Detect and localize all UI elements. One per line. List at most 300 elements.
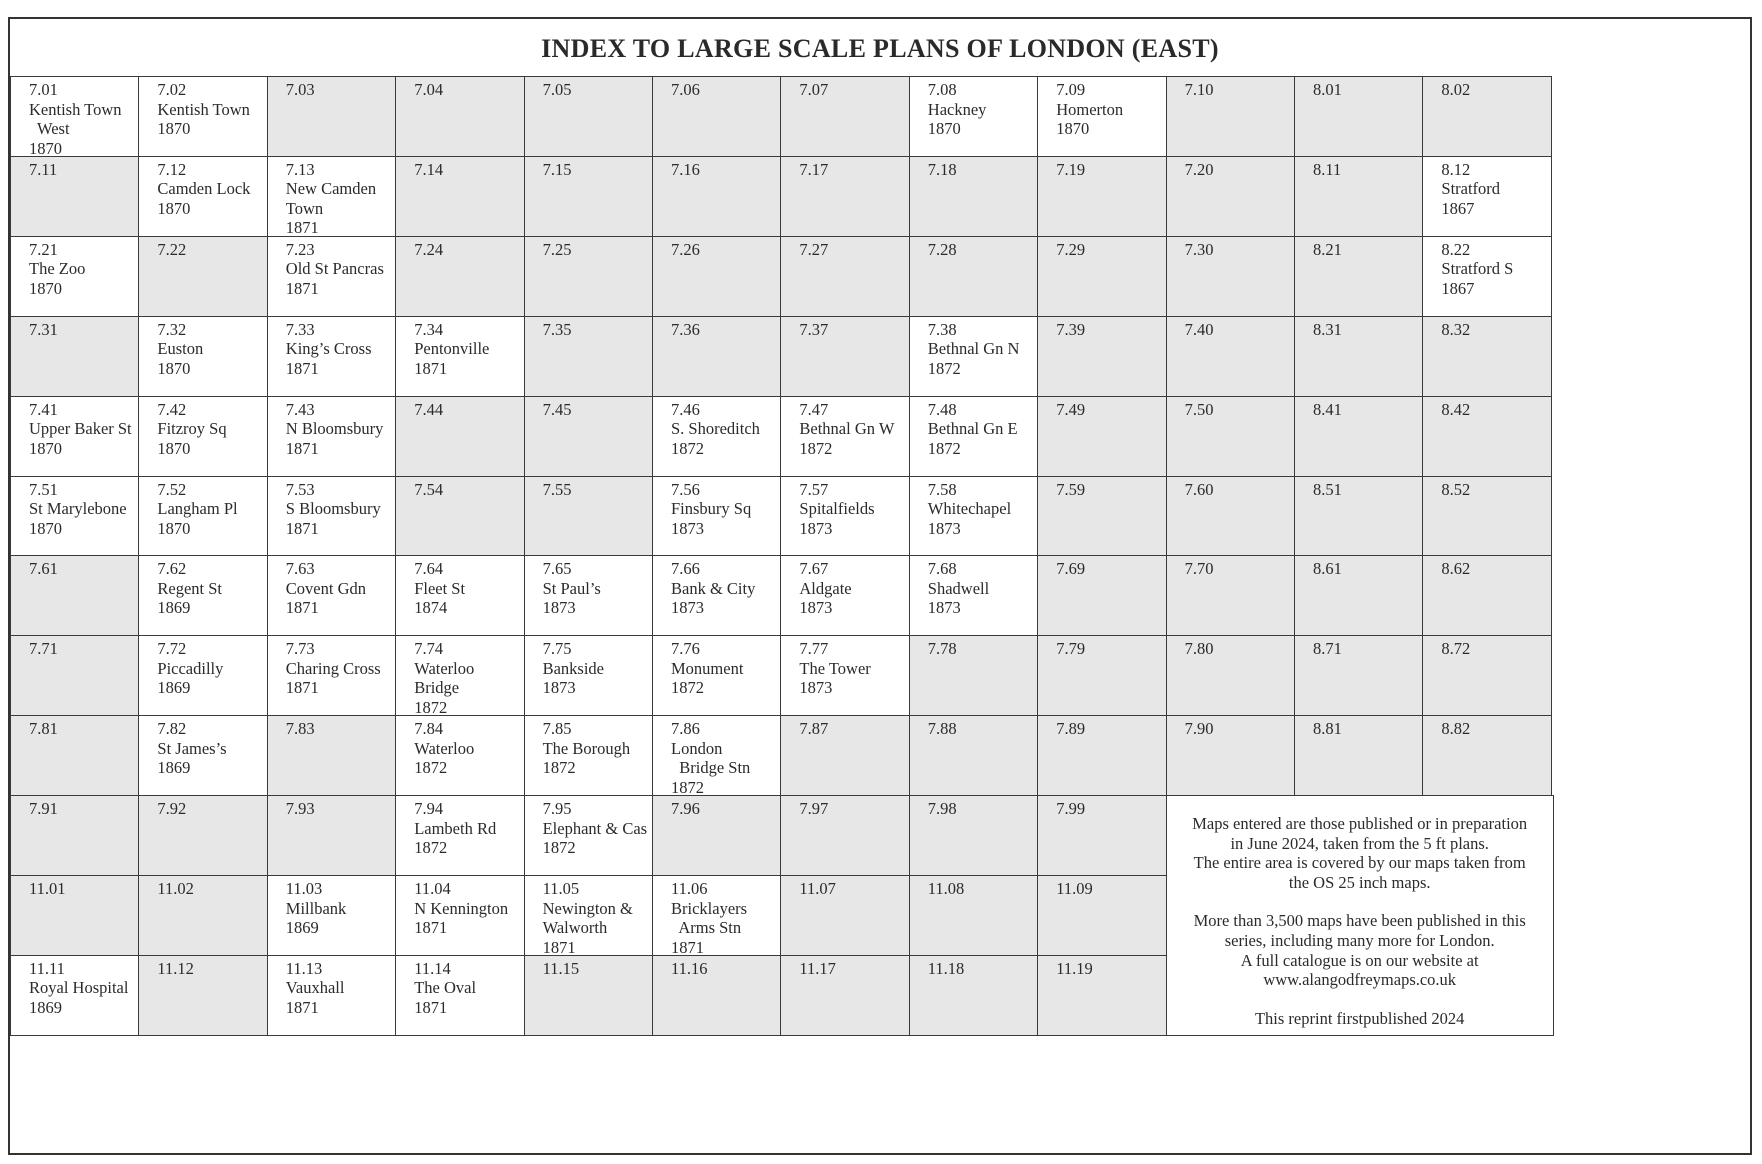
map-sheet-cell[interactable] xyxy=(780,76,910,157)
map-sheet-cell[interactable] xyxy=(10,955,140,1036)
map-sheet-cell[interactable] xyxy=(652,396,782,477)
sheet-year: 1871 xyxy=(414,997,448,1017)
map-sheet-cell[interactable] xyxy=(524,476,654,557)
sheet-year: 1872 xyxy=(671,438,704,458)
map-sheet-cell[interactable] xyxy=(138,476,268,557)
sheet-year: 1873 xyxy=(542,678,576,698)
sheet-number: 7.45 xyxy=(542,399,572,419)
sheet-number: 7.58 xyxy=(927,479,957,499)
sheet-number: 7.54 xyxy=(414,479,444,499)
sheet-number: 7.81 xyxy=(29,719,58,739)
map-sheet-cell[interactable] xyxy=(267,635,397,716)
sheet-place-name: Bankside xyxy=(542,658,605,678)
sheet-year: 1872 xyxy=(927,438,961,458)
map-sheet-cell[interactable] xyxy=(138,875,268,956)
map-sheet-cell[interactable] xyxy=(395,875,525,956)
sheet-number: 8.12 xyxy=(1441,159,1471,179)
sheet-place-name: Whitechapel xyxy=(927,499,1012,518)
sheet-number: 7.29 xyxy=(1056,239,1086,259)
sheet-number: 7.20 xyxy=(1184,159,1214,179)
map-sheet-cell[interactable] xyxy=(1037,76,1167,157)
sheet-year: 1870 xyxy=(927,119,961,138)
sheet-number: 8.41 xyxy=(1313,399,1342,419)
map-sheet-cell[interactable] xyxy=(1166,635,1296,716)
sheet-place-name: Fleet St xyxy=(414,578,466,598)
sheet-number: 7.36 xyxy=(671,319,700,339)
sheet-number: 7.73 xyxy=(285,639,315,659)
sheet-number: 7.19 xyxy=(1056,159,1086,179)
sheet-year: 1872 xyxy=(414,758,448,778)
map-sheet-cell[interactable] xyxy=(267,476,397,557)
map-sheet-cell[interactable] xyxy=(395,555,525,636)
sheet-year: 1871 xyxy=(285,997,319,1017)
map-sheet-cell[interactable] xyxy=(1422,715,1552,796)
sheet-number: 7.65 xyxy=(542,559,572,579)
sheet-place-name: Charing Cross xyxy=(285,658,381,678)
map-sheet-cell[interactable] xyxy=(780,476,910,557)
map-sheet-cell[interactable] xyxy=(1422,76,1552,157)
map-sheet-cell[interactable] xyxy=(138,236,268,317)
map-sheet-cell[interactable] xyxy=(395,635,525,716)
sheet-year: 1872 xyxy=(542,838,576,858)
map-sheet-cell[interactable] xyxy=(267,715,397,796)
map-sheet-cell[interactable] xyxy=(524,955,654,1036)
map-sheet-cell[interactable] xyxy=(395,76,525,157)
map-sheet-cell[interactable] xyxy=(1166,555,1296,636)
sheet-year: 1870 xyxy=(1056,119,1090,138)
sheet-number: 7.08 xyxy=(927,80,957,99)
sheet-place-name: The Oval xyxy=(414,978,477,998)
sheet-place-name: Langham Pl xyxy=(157,499,238,518)
sheet-year: 1871 xyxy=(285,218,319,237)
sheet-place-name: St James’s xyxy=(157,738,227,758)
sheet-number: 8.61 xyxy=(1313,559,1342,579)
sheet-year: 1872 xyxy=(927,358,961,378)
map-sheet-cell[interactable] xyxy=(1294,476,1424,557)
map-sheet-cell[interactable] xyxy=(1037,476,1167,557)
map-sheet-cell[interactable] xyxy=(1037,396,1167,477)
sheet-year: 1871 xyxy=(285,358,319,378)
sheet-number: 7.47 xyxy=(799,399,829,419)
sheet-number: 8.31 xyxy=(1313,319,1342,339)
sheet-year: 1871 xyxy=(285,518,319,538)
sheet-year: 1873 xyxy=(799,678,833,698)
sheet-number: 7.89 xyxy=(1056,719,1086,739)
map-sheet-cell[interactable] xyxy=(652,476,782,557)
sheet-year: 1870 xyxy=(157,438,191,458)
sheet-year: 1872 xyxy=(671,678,704,698)
map-sheet-cell[interactable] xyxy=(1166,316,1296,397)
notes-paragraph-1: Maps entered are those published or in preparation in June 2024, taken from the 5 ft plans. The entire area is covered by our maps taken from the OS 25 inch maps. xyxy=(1192,814,1528,892)
sheet-number: 7.95 xyxy=(542,799,572,819)
map-sheet-cell[interactable] xyxy=(138,715,268,796)
index-sheet xyxy=(8,17,1752,1155)
map-sheet-cell[interactable] xyxy=(267,955,397,1036)
sheet-number: 11.06 xyxy=(671,879,708,898)
sheet-number: 8.62 xyxy=(1441,559,1471,579)
sheet-year: 1867 xyxy=(1441,198,1475,218)
sheet-number: 7.32 xyxy=(157,319,187,339)
sheet-place-name: Waterloo xyxy=(414,658,475,678)
map-sheet-cell[interactable] xyxy=(780,955,910,1036)
sheet-number: 7.69 xyxy=(1056,559,1086,579)
sheet-number: 7.07 xyxy=(799,80,829,99)
sheet-place-name: S Bloomsbury xyxy=(285,499,381,518)
map-sheet-cell[interactable] xyxy=(1294,715,1424,796)
map-sheet-cell[interactable] xyxy=(1422,396,1552,477)
map-sheet-cell[interactable] xyxy=(1166,236,1296,317)
sheet-place-name: Newington & xyxy=(542,898,633,918)
map-sheet-cell[interactable] xyxy=(652,316,782,397)
map-sheet-cell[interactable] xyxy=(10,236,140,317)
sheet-number: 8.51 xyxy=(1313,479,1342,499)
map-sheet-cell[interactable] xyxy=(10,76,140,157)
sheet-number: 7.53 xyxy=(285,479,315,499)
sheet-year: 1873 xyxy=(927,598,961,618)
map-sheet-cell[interactable] xyxy=(395,476,525,557)
sheet-place-name: Fitzroy Sq xyxy=(157,419,227,439)
sheet-number: 7.44 xyxy=(414,399,444,419)
sheet-number: 7.01 xyxy=(29,80,58,99)
sheet-number: 7.33 xyxy=(285,319,315,339)
map-sheet-cell[interactable] xyxy=(1294,236,1424,317)
map-sheet-cell[interactable] xyxy=(524,635,654,716)
sheet-number: 7.67 xyxy=(799,559,829,579)
sheet-year: 1870 xyxy=(157,358,191,378)
sheet-number: 8.32 xyxy=(1441,319,1471,339)
map-sheet-cell[interactable] xyxy=(138,635,268,716)
sheet-number: 7.98 xyxy=(927,799,957,819)
map-sheet-cell[interactable] xyxy=(10,715,140,796)
sheet-place-name: The Borough xyxy=(542,738,631,758)
map-sheet-cell[interactable] xyxy=(395,396,525,477)
map-sheet-cell[interactable] xyxy=(1037,795,1167,876)
sheet-number: 11.14 xyxy=(414,958,451,978)
map-sheet-cell[interactable] xyxy=(138,316,268,397)
sheet-number: 7.93 xyxy=(285,799,315,819)
map-sheet-cell[interactable] xyxy=(780,795,910,876)
sheet-number: 8.11 xyxy=(1313,159,1342,179)
map-sheet-cell[interactable] xyxy=(10,875,140,956)
sheet-place-name: Bethnal Gn W xyxy=(799,419,895,439)
map-sheet-cell[interactable] xyxy=(652,955,782,1036)
sheet-number: 11.15 xyxy=(542,958,580,978)
sheet-number: 7.71 xyxy=(29,639,58,659)
sheet-number: 7.52 xyxy=(157,479,187,499)
sheet-number: 8.72 xyxy=(1441,639,1471,659)
map-sheet-cell[interactable] xyxy=(1294,76,1424,157)
sheet-number: 7.92 xyxy=(157,799,187,819)
sheet-place-name: Monument xyxy=(671,658,744,678)
sheet-number: 11.16 xyxy=(671,958,708,978)
website-link[interactable]: www.alangodfreymaps.co.uk xyxy=(1263,970,1457,990)
map-sheet-cell[interactable] xyxy=(780,396,910,477)
map-sheet-cell[interactable] xyxy=(524,236,654,317)
map-sheet-cell[interactable] xyxy=(138,955,268,1036)
map-sheet-cell[interactable] xyxy=(138,555,268,636)
map-sheet-cell[interactable] xyxy=(395,715,525,796)
map-sheet-cell[interactable] xyxy=(524,76,654,157)
map-sheet-cell[interactable] xyxy=(138,396,268,477)
map-sheet-cell[interactable] xyxy=(1422,236,1552,317)
notes-paragraph-3: This reprint firstpublished 2024 xyxy=(1254,1008,1465,1028)
map-sheet-cell[interactable] xyxy=(1422,316,1552,397)
map-sheet-cell[interactable] xyxy=(1037,236,1167,317)
map-sheet-cell[interactable] xyxy=(10,156,140,237)
sheet-number: 7.99 xyxy=(1056,799,1086,819)
map-sheet-cell[interactable] xyxy=(909,635,1039,716)
sheet-number: 7.25 xyxy=(542,239,572,259)
sheet-number: 7.96 xyxy=(671,799,700,819)
sheet-place-name: Walworth xyxy=(542,918,608,937)
map-sheet-cell[interactable] xyxy=(267,555,397,636)
map-sheet-cell[interactable] xyxy=(1166,156,1296,237)
map-sheet-cell[interactable] xyxy=(909,955,1039,1036)
sheet-number: 7.12 xyxy=(157,159,187,179)
sheet-year: 1871 xyxy=(542,937,576,956)
map-sheet-cell[interactable] xyxy=(909,555,1039,636)
sheet-place-name: The Zoo xyxy=(29,259,86,279)
sheet-number: 8.82 xyxy=(1441,719,1471,739)
map-sheet-cell[interactable] xyxy=(10,476,140,557)
map-sheet-cell[interactable] xyxy=(1166,476,1296,557)
sheet-number: 7.42 xyxy=(157,399,187,419)
sheet-number: 7.80 xyxy=(1184,639,1214,659)
map-sheet-cell[interactable] xyxy=(909,236,1039,317)
map-sheet-cell[interactable] xyxy=(267,795,397,876)
sheet-number: 7.14 xyxy=(414,159,444,179)
sheet-number: 11.12 xyxy=(157,958,194,978)
sheet-place-name: Euston xyxy=(157,339,204,359)
map-sheet-cell[interactable] xyxy=(10,555,140,636)
sheet-number: 11.18 xyxy=(927,958,965,978)
sheet-place-name: London xyxy=(671,738,723,758)
sheet-number: 7.75 xyxy=(542,639,572,659)
map-sheet-cell[interactable] xyxy=(1037,635,1167,716)
map-sheet-cell[interactable] xyxy=(652,236,782,317)
map-sheet-cell[interactable] xyxy=(267,236,397,317)
sheet-number: 11.07 xyxy=(799,879,836,898)
map-sheet-cell[interactable] xyxy=(652,156,782,237)
map-sheet-cell[interactable] xyxy=(652,715,782,796)
map-sheet-cell[interactable] xyxy=(1037,555,1167,636)
map-sheet-cell[interactable] xyxy=(138,156,268,237)
map-sheet-cell[interactable] xyxy=(909,715,1039,796)
sheet-number: 7.38 xyxy=(927,319,957,339)
sheet-number: 11.09 xyxy=(1056,879,1093,898)
sheet-number: 7.68 xyxy=(927,559,957,579)
map-sheet-cell[interactable] xyxy=(1037,875,1167,956)
sheet-number: 7.76 xyxy=(671,639,700,659)
sheet-number: 7.63 xyxy=(285,559,315,579)
map-sheet-cell[interactable] xyxy=(10,396,140,477)
sheet-year: 1869 xyxy=(29,997,62,1017)
map-sheet-cell[interactable] xyxy=(780,316,910,397)
sheet-year: 1873 xyxy=(799,598,833,618)
map-sheet-cell[interactable] xyxy=(652,795,782,876)
sheet-number: 7.23 xyxy=(285,239,315,259)
sheet-number: 7.37 xyxy=(799,319,829,339)
sheet-number: 8.52 xyxy=(1441,479,1471,499)
sheet-number: 7.77 xyxy=(799,639,829,659)
sheet-number: 7.82 xyxy=(157,719,187,739)
sheet-number: 8.02 xyxy=(1441,80,1471,99)
sheet-number: 7.74 xyxy=(414,639,444,659)
sheet-place-name: Lambeth Rd xyxy=(414,818,497,838)
map-sheet-cell[interactable] xyxy=(1037,715,1167,796)
sheet-year: 1873 xyxy=(671,598,704,618)
page-title: INDEX TO LARGE SCALE PLANS OF LONDON (EAST) xyxy=(541,34,1219,63)
sheet-year: 1872 xyxy=(799,438,833,458)
sheet-place-name: Hackney xyxy=(927,99,987,119)
sheet-number: 7.43 xyxy=(285,399,315,419)
sheet-place-name: S. Shoreditch xyxy=(671,419,760,439)
map-sheet-cell[interactable] xyxy=(652,635,782,716)
sheet-place-name: Aldgate xyxy=(799,578,852,598)
sheet-number: 7.18 xyxy=(927,159,957,179)
map-sheet-cell[interactable] xyxy=(909,795,1039,876)
sheet-year: 1867 xyxy=(1441,278,1475,298)
sheet-place-name: West xyxy=(29,119,70,138)
sheet-number: 7.88 xyxy=(927,719,957,739)
sheet-place-name: Pentonville xyxy=(414,339,490,359)
sheet-number: 7.16 xyxy=(671,159,700,179)
map-sheet-cell[interactable] xyxy=(1166,396,1296,477)
sheet-place-name: Waterloo xyxy=(414,738,475,758)
sheet-place-name: Arms Stn xyxy=(671,918,742,937)
map-sheet-cell[interactable] xyxy=(267,396,397,477)
sheet-number: 7.57 xyxy=(799,479,829,499)
sheet-year: 1871 xyxy=(285,598,319,618)
map-sheet-cell[interactable] xyxy=(395,236,525,317)
map-sheet-cell[interactable] xyxy=(395,156,525,237)
sheet-year: 1870 xyxy=(157,119,191,138)
map-sheet-cell[interactable] xyxy=(1422,476,1552,557)
map-sheet-cell[interactable] xyxy=(1037,955,1167,1036)
map-sheet-cell[interactable] xyxy=(1422,156,1552,237)
sheet-place-name: Shadwell xyxy=(927,578,990,598)
sheet-year: 1874 xyxy=(414,598,448,618)
sheet-place-name: St Marylebone xyxy=(29,499,127,518)
sheet-number: 8.21 xyxy=(1313,239,1342,259)
map-sheet-cell[interactable] xyxy=(524,875,654,956)
sheet-year: 1870 xyxy=(29,518,62,538)
map-sheet-cell[interactable] xyxy=(138,795,268,876)
map-sheet-cell[interactable] xyxy=(1422,635,1552,716)
map-sheet-cell[interactable] xyxy=(652,875,782,956)
map-sheet-cell[interactable] xyxy=(524,795,654,876)
map-sheet-cell[interactable] xyxy=(267,316,397,397)
sheet-number: 7.72 xyxy=(157,639,187,659)
map-sheet-cell[interactable] xyxy=(524,555,654,636)
sheet-number: 7.15 xyxy=(542,159,572,179)
sheet-number: 7.21 xyxy=(29,239,58,259)
map-sheet-cell[interactable] xyxy=(524,396,654,477)
sheet-place-name: Millbank xyxy=(285,898,347,918)
map-sheet-cell[interactable] xyxy=(1294,635,1424,716)
sheet-number: 11.01 xyxy=(29,879,66,898)
map-sheet-cell[interactable] xyxy=(909,476,1039,557)
map-sheet-cell[interactable] xyxy=(909,76,1039,157)
sheet-number: 7.49 xyxy=(1056,399,1086,419)
map-sheet-cell[interactable] xyxy=(909,396,1039,477)
sheet-place-name: Royal Hospital xyxy=(29,978,129,998)
map-sheet-cell[interactable] xyxy=(780,236,910,317)
map-sheet-cell[interactable] xyxy=(1294,316,1424,397)
sheet-year: 1869 xyxy=(157,598,191,618)
sheet-number: 7.83 xyxy=(285,719,315,739)
map-sheet-cell[interactable] xyxy=(780,156,910,237)
sheet-year: 1872 xyxy=(414,838,448,858)
sheet-place-name: Bricklayers xyxy=(671,898,748,918)
map-sheet-cell[interactable] xyxy=(10,635,140,716)
map-sheet-cell[interactable] xyxy=(524,715,654,796)
sheet-number: 7.17 xyxy=(799,159,829,179)
sheet-year: 1871 xyxy=(285,678,319,698)
map-sheet-cell[interactable] xyxy=(138,76,268,157)
sheet-place-name: N Bloomsbury xyxy=(285,419,384,439)
map-sheet-cell[interactable] xyxy=(652,76,782,157)
map-sheet-cell[interactable] xyxy=(10,316,140,397)
map-sheet-cell[interactable] xyxy=(1294,555,1424,636)
map-sheet-cell[interactable] xyxy=(267,875,397,956)
map-sheet-cell[interactable] xyxy=(1037,316,1167,397)
map-sheet-cell[interactable] xyxy=(780,715,910,796)
sheet-number: 7.30 xyxy=(1184,239,1214,259)
sheet-number: 11.17 xyxy=(799,958,836,978)
map-sheet-cell[interactable] xyxy=(524,156,654,237)
map-sheet-cell[interactable] xyxy=(395,316,525,397)
map-sheet-cell[interactable] xyxy=(395,955,525,1036)
map-sheet-cell[interactable] xyxy=(524,316,654,397)
sheet-number: 7.94 xyxy=(414,799,444,819)
map-sheet-cell[interactable] xyxy=(1037,156,1167,237)
sheet-year: 1871 xyxy=(414,918,448,937)
map-sheet-cell[interactable] xyxy=(909,316,1039,397)
sheet-year: 1870 xyxy=(157,198,191,218)
map-sheet-cell[interactable] xyxy=(395,795,525,876)
map-sheet-cell[interactable] xyxy=(780,555,910,636)
map-sheet-cell[interactable] xyxy=(780,875,910,956)
map-sheet-cell[interactable] xyxy=(909,875,1039,956)
sheet-place-name: Elephant & Cas xyxy=(542,818,648,838)
sheet-year: 1873 xyxy=(671,518,704,538)
map-sheet-cell[interactable] xyxy=(652,555,782,636)
sheet-place-name: Upper Baker St xyxy=(29,419,132,439)
sheet-number: 11.02 xyxy=(157,879,194,898)
sheet-number: 11.04 xyxy=(414,879,451,898)
map-sheet-cell[interactable] xyxy=(1294,396,1424,477)
sheet-number: 7.11 xyxy=(29,159,58,179)
sheet-number: 7.59 xyxy=(1056,479,1086,499)
map-sheet-cell[interactable] xyxy=(1294,156,1424,237)
map-sheet-cell[interactable] xyxy=(780,635,910,716)
sheet-number: 7.03 xyxy=(285,80,315,99)
sheet-number: 7.09 xyxy=(1056,80,1086,99)
sheet-place-name: St Paul’s xyxy=(542,578,601,598)
map-sheet-cell[interactable] xyxy=(909,156,1039,237)
map-sheet-cell[interactable] xyxy=(10,795,140,876)
map-sheet-cell[interactable] xyxy=(1166,76,1296,157)
sheet-place-name: Piccadilly xyxy=(157,658,224,678)
map-sheet-cell[interactable] xyxy=(267,76,397,157)
map-sheet-cell[interactable] xyxy=(1422,555,1552,636)
map-sheet-cell[interactable] xyxy=(1166,715,1296,796)
sheet-number: 7.62 xyxy=(157,559,187,579)
sheet-number: 7.28 xyxy=(927,239,957,259)
map-sheet-cell[interactable] xyxy=(267,156,397,237)
sheet-place-name: Finsbury Sq xyxy=(671,499,752,518)
